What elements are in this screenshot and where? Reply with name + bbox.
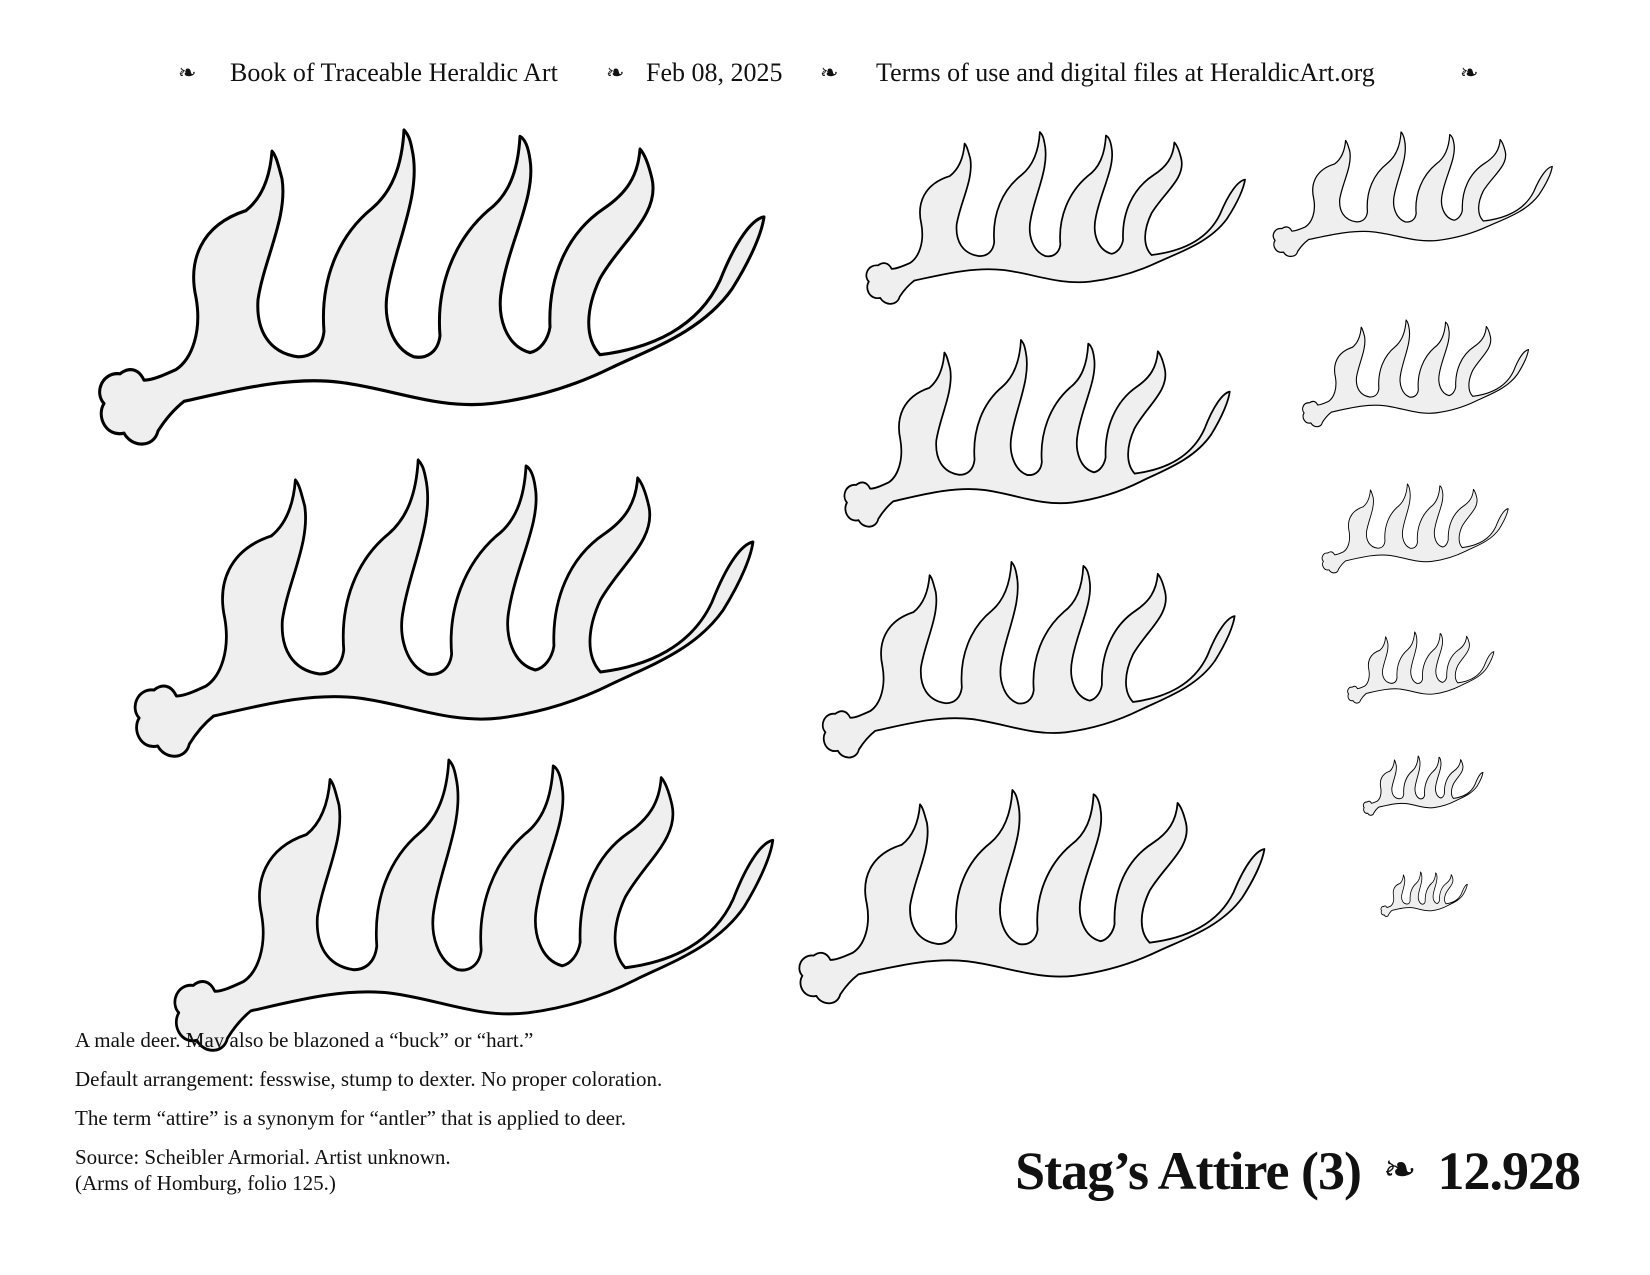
attire-small-5 [1363, 756, 1483, 815]
attire-small-1 [1273, 132, 1552, 256]
plate-number: 12.928 [1437, 1141, 1580, 1201]
charge-name: Stag’s Attire (3) [1015, 1141, 1361, 1201]
attire-small-4 [1348, 632, 1494, 703]
attire-small-2 [1303, 320, 1529, 427]
fleuron-icon: ❧ [606, 60, 625, 85]
header-date: Feb 08, 2025 [646, 58, 783, 87]
attire-large-1 [100, 130, 764, 444]
source-line: Source: Scheibler Armorial. Artist unknown. [75, 1145, 451, 1169]
attire-medium-3 [823, 562, 1235, 758]
fleuron-icon: ❧ [178, 60, 197, 85]
note-line: The term “attire” is a synonym for “antler” that is applied to deer. [75, 1106, 627, 1130]
plate-title [1015, 1140, 1580, 1202]
attire-large-3 [175, 760, 773, 1050]
book-title: Book of Traceable Heraldic Art [230, 58, 558, 87]
terms-link[interactable]: Terms of use and digital files at HeraldicArt.org [876, 58, 1375, 87]
note-line: A male deer. May also be blazoned a “buck” or “hart.” [75, 1028, 534, 1052]
attire-medium-4 [799, 790, 1264, 1003]
note-line: Default arrangement: fesswise, stump to dexter. No proper coloration. [75, 1067, 663, 1091]
source-line: (Arms of Homburg, folio 125.) [75, 1171, 336, 1195]
fleuron-icon: ❧ [1460, 60, 1479, 85]
attire-small-6 [1381, 872, 1467, 916]
fleuron-icon: ❧ [820, 60, 839, 85]
attire-medium-2 [844, 340, 1229, 527]
attire-small-3 [1322, 484, 1508, 573]
attire-large-2 [135, 460, 753, 756]
fleuron-icon: ❧ [1382, 1147, 1416, 1192]
description-notes [75, 1027, 895, 1196]
attire-medium-1 [866, 132, 1245, 304]
